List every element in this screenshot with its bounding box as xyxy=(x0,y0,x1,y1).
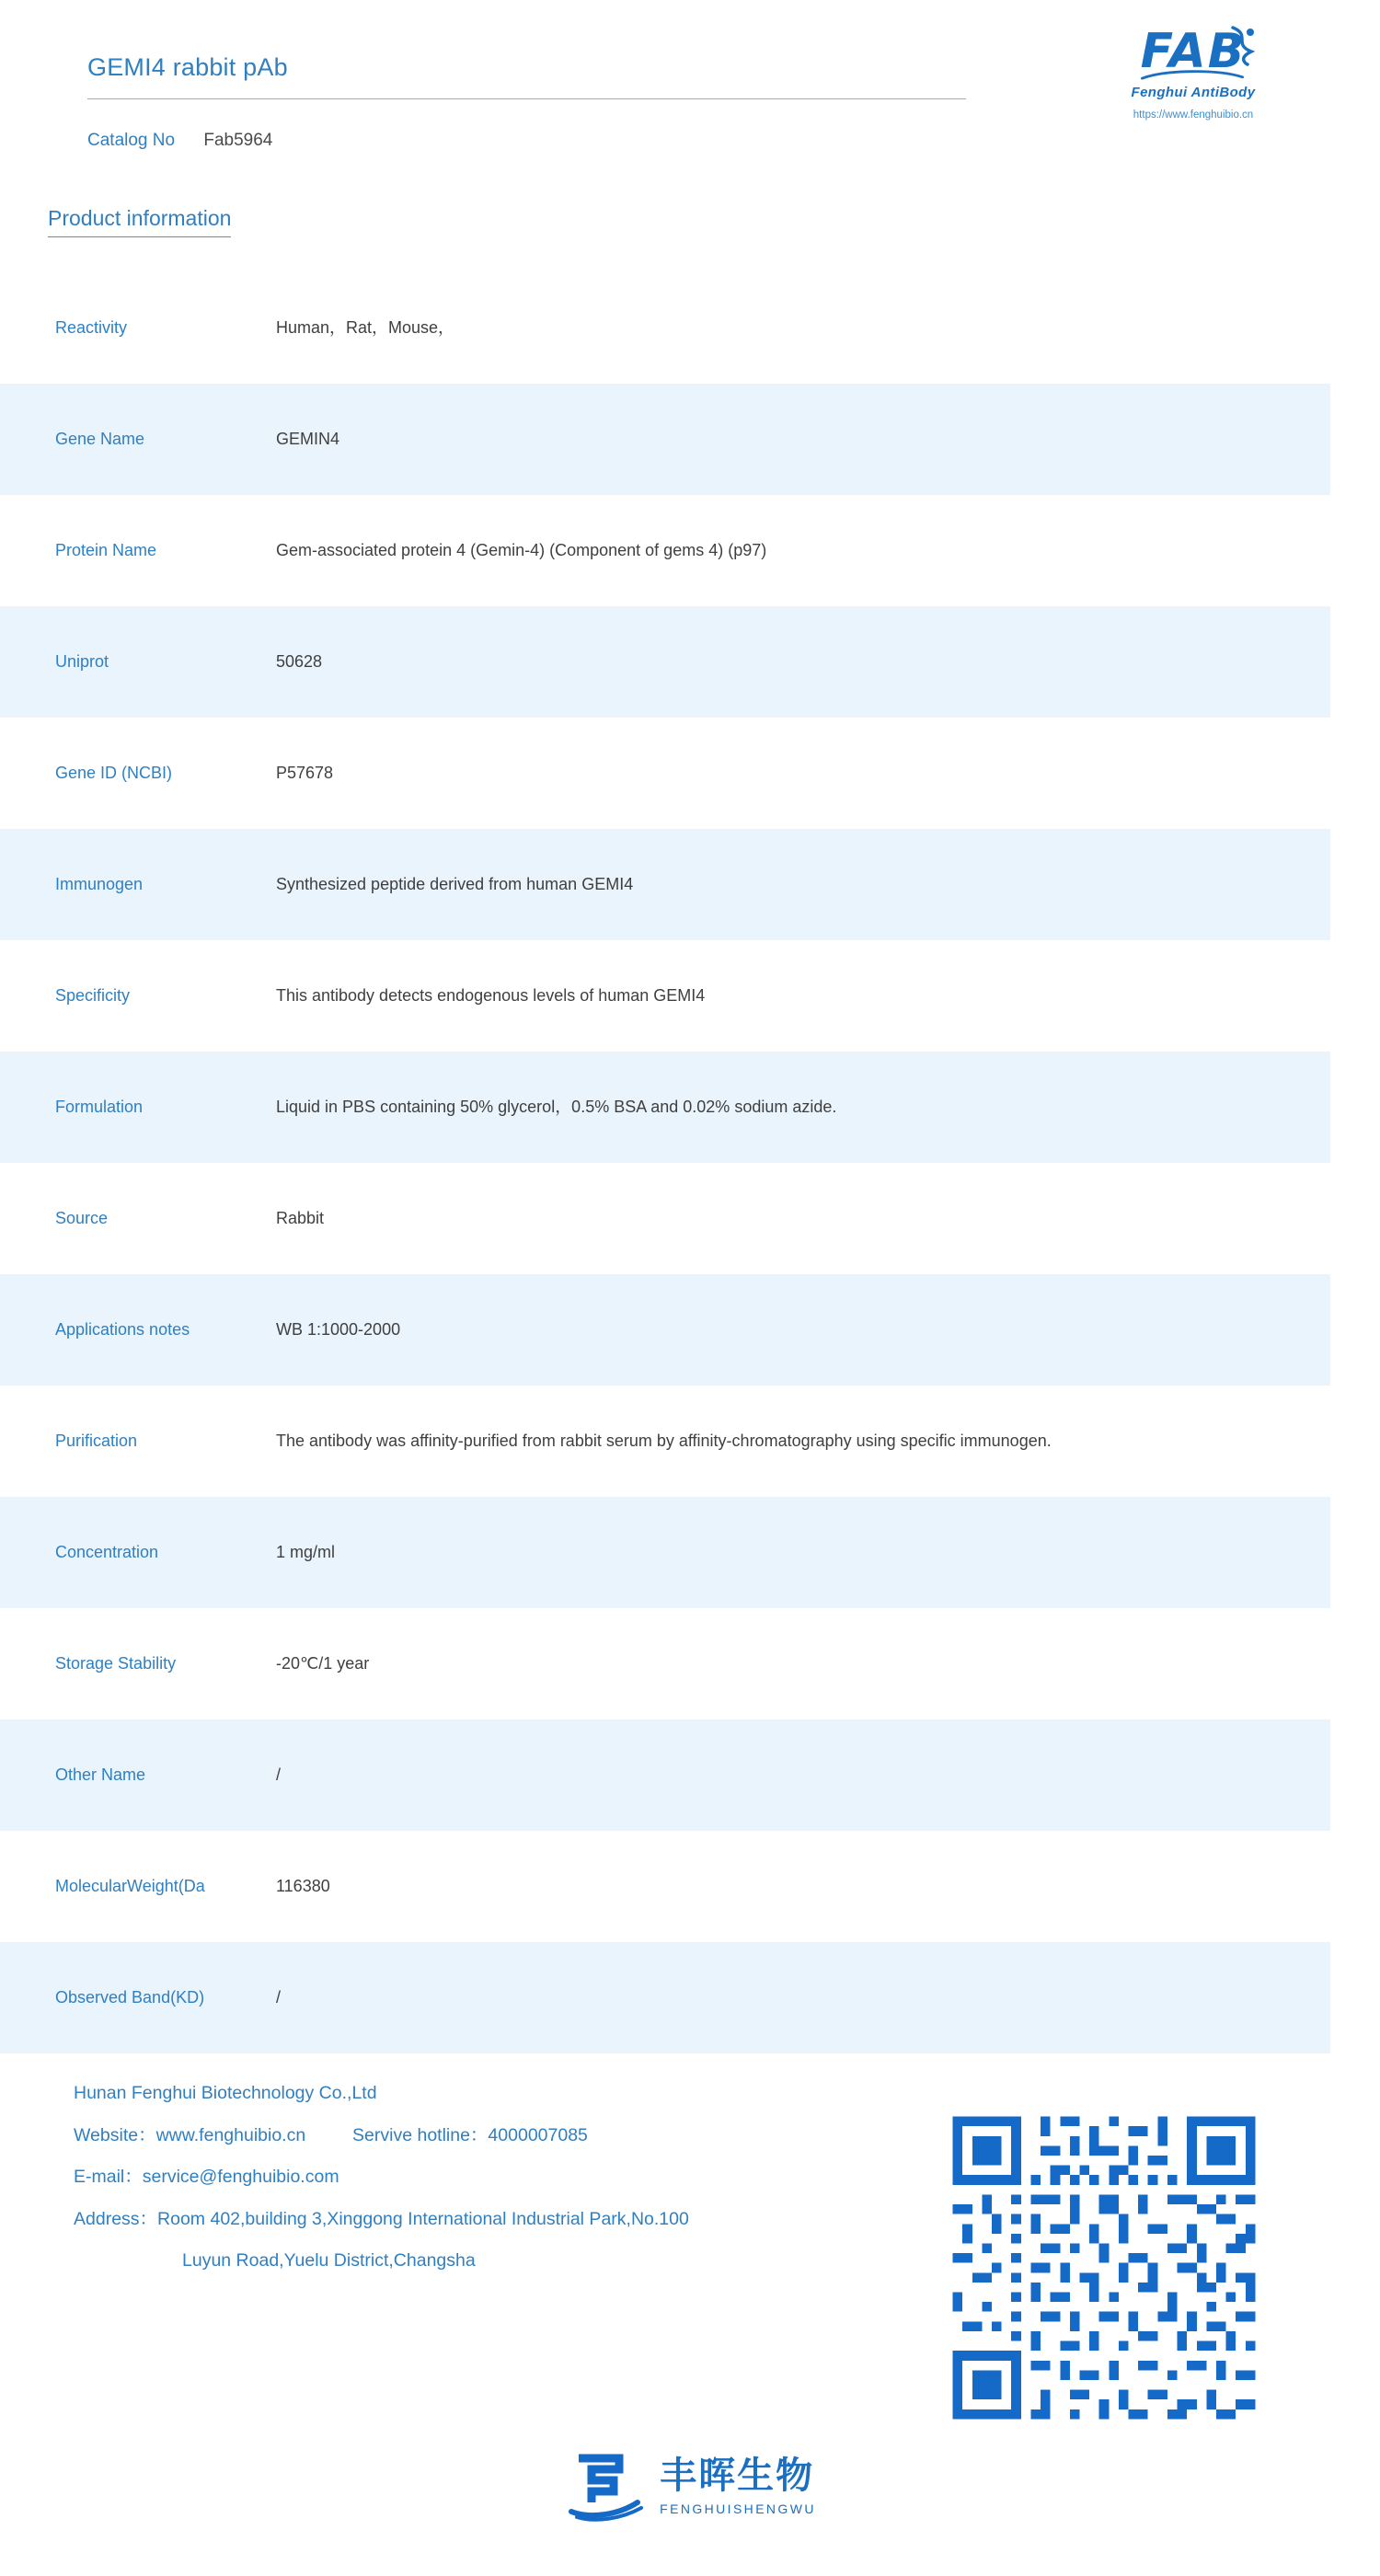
table-row xyxy=(0,940,1330,1052)
table-row xyxy=(0,1831,1330,1942)
page-title: GEMI4 rabbit pAb xyxy=(87,53,966,99)
brand-text-block xyxy=(660,2457,816,2516)
table-row xyxy=(0,1274,1330,1386)
logo-text: FAB xyxy=(1140,24,1247,79)
row-value: P57678 xyxy=(276,763,334,782)
row-value: Liquid in PBS containing 50% glycerol，0.5% BSA and 0.02% sodium azide. xyxy=(276,1097,837,1116)
catalog-value: Fab5964 xyxy=(203,131,273,150)
table-row xyxy=(0,272,1330,384)
footer-address-line2: Luyun Road,Yuelu District,Changsha xyxy=(182,2250,476,2271)
row-key: Source xyxy=(55,1209,109,1227)
product-information-table xyxy=(0,272,1330,2053)
table-row xyxy=(0,1052,1330,1163)
table-body xyxy=(0,272,1330,2053)
row-key: Purification xyxy=(55,1432,138,1450)
row-key: Formulation xyxy=(55,1098,144,1116)
footer-hotline: Servive hotline：4000007085 xyxy=(352,2124,588,2145)
row-value: / xyxy=(276,1987,282,2007)
row-value: / xyxy=(276,1765,282,1784)
table-row xyxy=(0,1163,1330,1274)
table-row xyxy=(0,1386,1330,1497)
catalog-row xyxy=(87,131,1293,151)
row-key: MolecularWeight(Da xyxy=(55,1877,205,1895)
row-key: Gene ID (NCBI) xyxy=(55,764,173,782)
logo-dna-icon xyxy=(1227,24,1259,66)
logo-url[interactable]: https://www.fenghuibio.cn xyxy=(1133,109,1254,121)
row-key: Specificity xyxy=(55,986,131,1005)
row-value: Gem-associated protein 4 (Gemin-4) (Component of gems 4) (p97) xyxy=(276,540,767,559)
row-value: 116380 xyxy=(276,1876,330,1895)
table-row xyxy=(0,495,1330,606)
row-value: Human，Rat，Mouse， xyxy=(276,317,455,337)
section-heading: Product information xyxy=(48,206,231,237)
footer-address-line1: Address：Room 402,building 3,Xinggong International Industrial Park,No.100 xyxy=(74,2208,689,2229)
row-value: Synthesized peptide derived from human GEMI4 xyxy=(276,874,634,893)
row-value: WB 1:1000-2000 xyxy=(276,1319,401,1339)
brand-name-en: FENGHUISHENGWU xyxy=(660,2501,816,2516)
row-value: 50628 xyxy=(276,651,323,671)
table-row xyxy=(0,384,1330,495)
row-key: Applications notes xyxy=(55,1320,190,1339)
bottom-brand xyxy=(0,2451,1380,2523)
row-key: Concentration xyxy=(55,1543,159,1561)
row-key: Reactivity xyxy=(55,318,128,337)
catalog-label: Catalog No xyxy=(87,131,176,150)
footer-website[interactable]: Website：www.fenghuibio.cn xyxy=(74,2124,306,2145)
company-logo xyxy=(1087,24,1299,121)
logo-wordmark xyxy=(1140,24,1247,79)
qr-code xyxy=(943,2107,1265,2429)
row-value: Rabbit xyxy=(276,1208,325,1227)
row-key: Storage Stability xyxy=(55,1654,177,1673)
row-value: 1 mg/ml xyxy=(276,1542,336,1561)
brand-name-cn: 丰晖生物 xyxy=(660,2455,815,2497)
table-row xyxy=(0,1942,1330,2053)
row-key: Immunogen xyxy=(55,875,144,893)
row-key: Protein Name xyxy=(55,541,157,559)
table-row xyxy=(0,1719,1330,1831)
table-row xyxy=(0,606,1330,718)
row-value: -20℃/1 year xyxy=(276,1653,370,1673)
logo-subtitle: Fenghui AntiBody xyxy=(1131,85,1256,100)
footer-company: Hunan Fenghui Biotechnology Co.,Ltd xyxy=(74,2083,377,2103)
document-footer xyxy=(0,2085,1380,2471)
table-row xyxy=(0,718,1330,829)
document-header xyxy=(0,0,1380,193)
row-value: The antibody was affinity-purified from rabbit serum by affinity-chromatography using specific immunogen. xyxy=(276,1431,1052,1450)
table-row xyxy=(0,1608,1330,1719)
row-key: Observed Band(KD) xyxy=(55,1988,205,2007)
table-row xyxy=(0,1497,1330,1608)
fenghui-logo-icon xyxy=(564,2451,645,2523)
table-row xyxy=(0,829,1330,940)
row-value: GEMIN4 xyxy=(276,429,340,448)
row-key: Gene Name xyxy=(55,430,145,448)
logo-swoosh-icon xyxy=(1141,68,1244,81)
footer-email[interactable]: E-mail：service@fenghuibio.com xyxy=(74,2167,339,2187)
row-value: This antibody detects endogenous levels of human GEMI4 xyxy=(276,985,706,1005)
row-key: Uniprot xyxy=(55,652,109,671)
row-key: Other Name xyxy=(55,1765,146,1784)
